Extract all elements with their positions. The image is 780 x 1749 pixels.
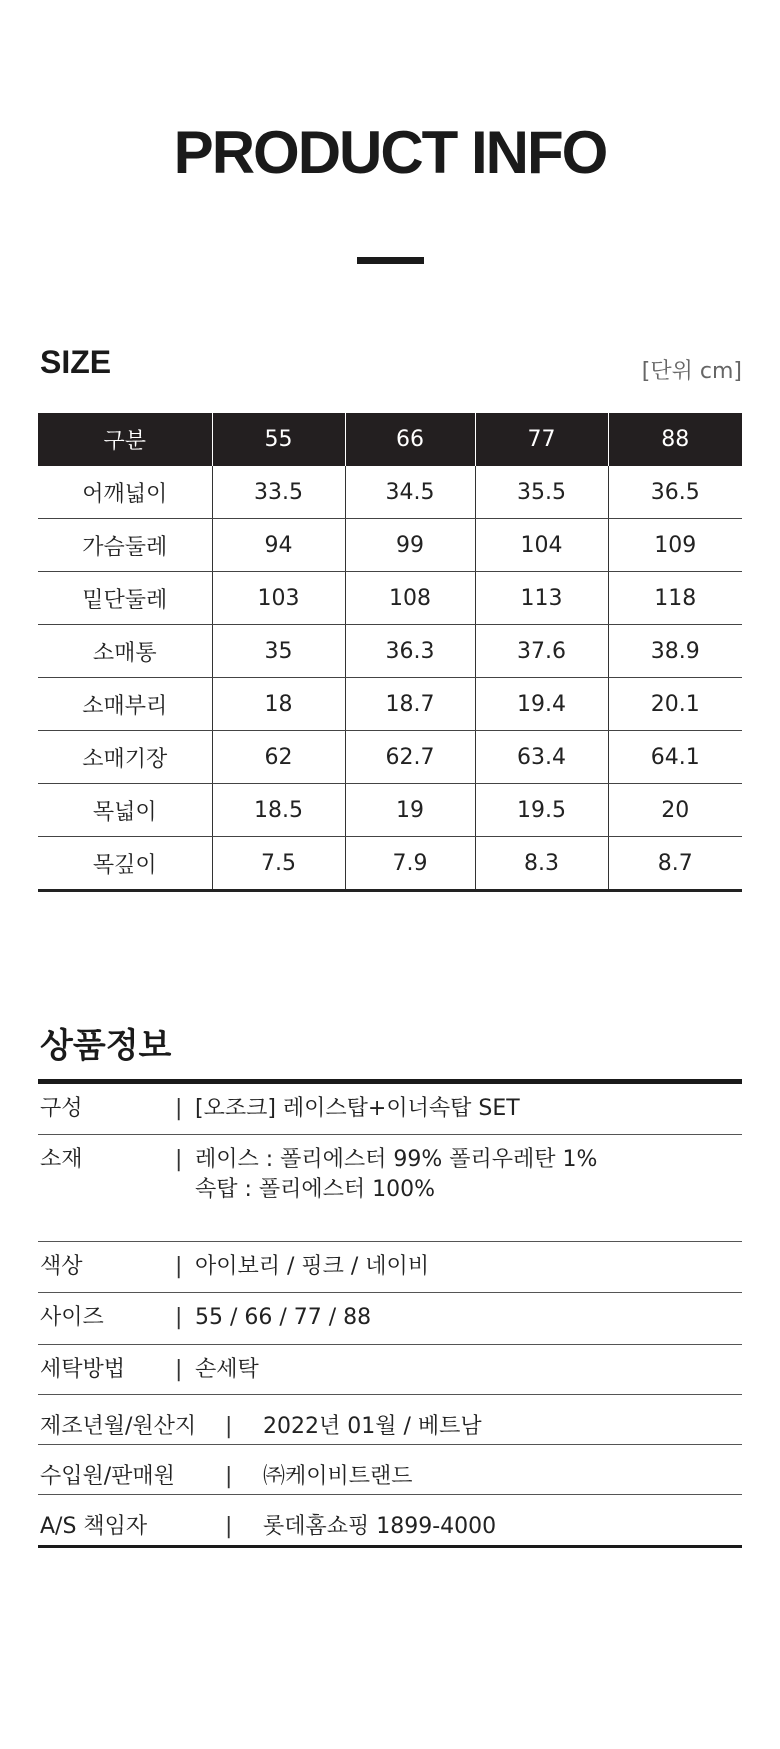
size-cell: 104 (475, 519, 608, 572)
size-cell: 35 (212, 625, 345, 678)
size-col-header: 66 (345, 413, 475, 466)
info-label: 소재 (40, 1147, 83, 1172)
size-cell: 18 (212, 678, 345, 731)
size-row-label: 목깊이 (38, 837, 212, 891)
info-value-line: 55 / 66 / 77 / 88 (195, 1305, 372, 1330)
size-cell: 8.3 (475, 837, 608, 891)
info-row (38, 1242, 742, 1293)
size-cell: 35.5 (475, 466, 608, 519)
size-cell: 113 (475, 572, 608, 625)
info-separator: | (225, 1514, 233, 1539)
size-cell: 33.5 (212, 466, 345, 519)
info-value-line: [오조크] 레이스탑+이너속탑 SET (195, 1096, 520, 1121)
table-row (38, 784, 742, 837)
info-row (38, 1395, 742, 1445)
size-cell: 109 (608, 519, 742, 572)
info-label: 세탁방법 (40, 1357, 126, 1382)
info-value (195, 1252, 742, 1292)
size-cell: 99 (345, 519, 475, 572)
info-separator: | (225, 1464, 233, 1489)
info-row (38, 1495, 742, 1545)
info-value-line: 아이보리 / 핑크 / 네이비 (195, 1254, 430, 1279)
table-row (38, 837, 742, 891)
info-value-line: 손세탁 (195, 1357, 259, 1382)
size-cell: 7.5 (212, 837, 345, 891)
size-cell: 18.5 (212, 784, 345, 837)
info-value (263, 1512, 742, 1545)
size-row-label: 소매부리 (38, 678, 212, 731)
info-value (263, 1462, 742, 1494)
size-cell: 64.1 (608, 731, 742, 784)
info-separator: | (175, 1254, 183, 1279)
info-value (195, 1094, 742, 1134)
size-cell: 7.9 (345, 837, 475, 891)
size-col-header: 77 (475, 413, 608, 466)
info-value-line: ㈜케이비트랜드 (263, 1464, 413, 1489)
info-row (38, 1293, 742, 1345)
info-row (38, 1135, 742, 1242)
size-table-header-row (38, 413, 742, 466)
info-separator: | (225, 1414, 233, 1439)
size-cell: 19.4 (475, 678, 608, 731)
size-heading: SIZE (40, 344, 112, 380)
info-label: A/S 책임자 (40, 1514, 148, 1539)
size-row-label: 가슴둘레 (38, 519, 212, 572)
size-cell: 19 (345, 784, 475, 837)
product-info-list (38, 1079, 742, 1548)
table-row (38, 625, 742, 678)
product-info-heading: 상품정보 (40, 1026, 172, 1066)
size-cell: 36.5 (608, 466, 742, 519)
info-value (195, 1145, 742, 1241)
size-cell: 37.6 (475, 625, 608, 678)
info-row (38, 1084, 742, 1135)
info-label: 사이즈 (40, 1305, 104, 1330)
size-row-label: 목넓이 (38, 784, 212, 837)
size-cell: 18.7 (345, 678, 475, 731)
title-divider (357, 257, 424, 264)
info-value-line: 2022년 01월 / 베트남 (263, 1414, 482, 1439)
size-cell: 103 (212, 572, 345, 625)
size-table (38, 413, 742, 892)
size-cell: 94 (212, 519, 345, 572)
size-row-label: 소매기장 (38, 731, 212, 784)
table-row (38, 731, 742, 784)
size-cell: 38.9 (608, 625, 742, 678)
size-cell: 34.5 (345, 466, 475, 519)
info-value (195, 1355, 742, 1394)
info-value (263, 1412, 742, 1444)
size-cell: 36.3 (345, 625, 475, 678)
info-label: 구성 (40, 1096, 83, 1121)
table-row (38, 466, 742, 519)
size-row-label: 밑단둘레 (38, 572, 212, 625)
info-value (195, 1303, 742, 1344)
info-value-line: 롯데홈쇼핑 1899-4000 (263, 1514, 497, 1539)
size-cell: 8.7 (608, 837, 742, 891)
info-separator: | (175, 1357, 183, 1382)
info-row (38, 1445, 742, 1495)
size-cell: 63.4 (475, 731, 608, 784)
info-label: 색상 (40, 1254, 83, 1279)
info-label: 제조년월/원산지 (40, 1414, 197, 1439)
unit-note: [단위 cm] (641, 359, 742, 384)
info-value-line: 레이스 : 폴리에스터 99% 폴리우레탄 1% (195, 1147, 598, 1172)
table-row (38, 519, 742, 572)
info-value-line: 속탑 : 폴리에스터 100% (195, 1177, 436, 1202)
size-cell: 62.7 (345, 731, 475, 784)
size-row-label: 어깨넓이 (38, 466, 212, 519)
size-col-header: 55 (212, 413, 345, 466)
size-cell: 118 (608, 572, 742, 625)
size-cell: 108 (345, 572, 475, 625)
size-col-header: 88 (608, 413, 742, 466)
info-row (38, 1345, 742, 1395)
table-row (38, 572, 742, 625)
info-separator: | (175, 1305, 183, 1330)
info-label: 수입원/판매원 (40, 1464, 175, 1489)
info-separator: | (175, 1096, 183, 1121)
info-separator: | (175, 1147, 183, 1172)
size-cell: 19.5 (475, 784, 608, 837)
size-cell: 20 (608, 784, 742, 837)
size-cell: 20.1 (608, 678, 742, 731)
table-row (38, 678, 742, 731)
size-row-label: 소매통 (38, 625, 212, 678)
size-col-header: 구분 (38, 413, 212, 466)
size-cell: 62 (212, 731, 345, 784)
page-title: PRODUCT INFO (173, 119, 607, 186)
